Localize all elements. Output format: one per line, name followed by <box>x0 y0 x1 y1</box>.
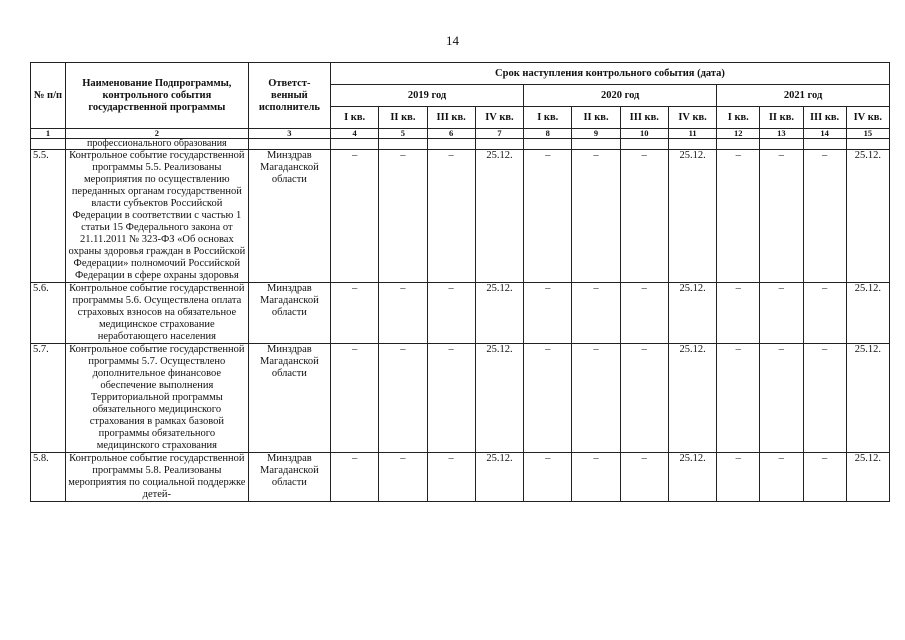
deadline-cell: – <box>379 283 427 344</box>
header-responsible: Ответст-венный исполнитель <box>248 63 330 129</box>
header-year: 2019 год <box>330 85 523 107</box>
deadline-cell: – <box>427 150 475 283</box>
event-name: Контрольное событие государственной программы 5.6. Осуществлена оплата страховых взносов на обязательное медицинское страхование неработающего населения <box>65 283 248 344</box>
deadline-cell: 25.12. <box>668 150 716 283</box>
header-quarter: II кв. <box>379 107 427 129</box>
page-number: 14 <box>446 33 459 48</box>
deadline-cell: 25.12. <box>846 453 889 502</box>
deadline-cell: – <box>572 453 620 502</box>
continuation-text: профессионального образования <box>65 139 248 150</box>
continuation-cell <box>248 139 330 150</box>
row-number: 5.8. <box>31 453 66 502</box>
deadline-cell: – <box>572 344 620 453</box>
header-quarter: IV кв. <box>846 107 889 129</box>
deadline-cell: – <box>572 150 620 283</box>
table-row <box>31 283 890 344</box>
row-number: 5.5. <box>31 150 66 283</box>
deadline-cell: – <box>524 283 572 344</box>
column-number: 10 <box>620 129 668 139</box>
deadline-cell: – <box>379 150 427 283</box>
deadline-cell: – <box>524 344 572 453</box>
deadline-cell: – <box>760 344 803 453</box>
header-quarter: IV кв. <box>475 107 523 129</box>
deadline-cell: 25.12. <box>475 150 523 283</box>
header-quarter: II кв. <box>572 107 620 129</box>
deadline-cell: – <box>620 453 668 502</box>
event-name: Контрольное событие государственной программы 5.5. Реализованы мероприятия по осуществлению переданных органам государственной власти субъектов Российской Федерации в соответствии с частью 1 статьи 15 Федерального закона от 21.11.2011 № 323-ФЗ «Об основах охраны здоровья граждан в Российской Федерации» полномочий Российской Федерации в сфере охраны здоровья <box>65 150 248 283</box>
column-number: 9 <box>572 129 620 139</box>
deadline-cell: 25.12. <box>475 283 523 344</box>
deadline-cell: 25.12. <box>475 453 523 502</box>
header-quarter: I кв. <box>330 107 378 129</box>
deadline-cell: – <box>572 283 620 344</box>
responsible-executor: Минздрав Магаданской области <box>248 150 330 283</box>
deadline-cell: 25.12. <box>668 453 716 502</box>
responsible-executor: Минздрав Магаданской области <box>248 344 330 453</box>
header-quarter: I кв. <box>524 107 572 129</box>
continuation-num-cell <box>31 139 66 150</box>
deadline-cell: – <box>620 150 668 283</box>
deadline-cell: – <box>379 344 427 453</box>
deadline-cell: 25.12. <box>668 344 716 453</box>
header-deadline: Срок наступления контрольного события (дата) <box>330 63 889 85</box>
deadline-cell: 25.12. <box>846 283 889 344</box>
deadline-cell: – <box>427 453 475 502</box>
column-number: 3 <box>248 129 330 139</box>
deadline-cell: – <box>524 150 572 283</box>
deadline-cell: – <box>330 344 378 453</box>
deadline-cell: – <box>427 344 475 453</box>
deadline-cell: – <box>717 150 760 283</box>
deadline-cell: – <box>330 283 378 344</box>
header-num: № п/п <box>31 63 66 129</box>
row-number: 5.7. <box>31 344 66 453</box>
column-number: 4 <box>330 129 378 139</box>
table-row <box>31 453 890 502</box>
column-number: 2 <box>65 129 248 139</box>
header-quarter: III кв. <box>803 107 846 129</box>
column-number: 7 <box>475 129 523 139</box>
header-name: Наименование Подпрограммы, контрольного события государственной программы <box>65 63 248 129</box>
column-number: 11 <box>668 129 716 139</box>
responsible-executor: Минздрав Магаданской области <box>248 283 330 344</box>
header-quarter: IV кв. <box>668 107 716 129</box>
header-quarter: III кв. <box>620 107 668 129</box>
header-year: 2021 год <box>717 85 890 107</box>
deadline-cell: – <box>524 453 572 502</box>
deadline-cell: 25.12. <box>846 150 889 283</box>
row-number: 5.6. <box>31 283 66 344</box>
control-events-table <box>30 62 890 502</box>
column-number: 14 <box>803 129 846 139</box>
deadline-cell: 25.12. <box>668 283 716 344</box>
header-year: 2020 год <box>524 85 717 107</box>
deadline-cell: – <box>760 453 803 502</box>
deadline-cell: – <box>717 283 760 344</box>
deadline-cell: – <box>803 283 846 344</box>
column-number: 6 <box>427 129 475 139</box>
event-name: Контрольное событие государственной программы 5.8. Реализованы мероприятия по социальной поддержке детей- <box>65 453 248 502</box>
deadline-cell: – <box>620 344 668 453</box>
continuation-row <box>31 139 890 150</box>
responsible-executor: Минздрав Магаданской области <box>248 453 330 502</box>
header-quarter: I кв. <box>717 107 760 129</box>
deadline-cell: – <box>717 344 760 453</box>
deadline-cell: – <box>803 150 846 283</box>
deadline-cell: – <box>620 283 668 344</box>
column-number: 8 <box>524 129 572 139</box>
column-number: 5 <box>379 129 427 139</box>
deadline-cell: – <box>330 150 378 283</box>
header-quarter: III кв. <box>427 107 475 129</box>
event-name: Контрольное событие государственной программы 5.7. Осуществлено дополнительное финансовое обеспечение выполнения Территориальной программы обязательного медицинского страхования в рамках базовой программы обязательного медицинского страхования <box>65 344 248 453</box>
deadline-cell: – <box>717 453 760 502</box>
deadline-cell: – <box>803 344 846 453</box>
deadline-cell: – <box>803 453 846 502</box>
table-row <box>31 150 890 283</box>
deadline-cell: 25.12. <box>846 344 889 453</box>
header-quarter: II кв. <box>760 107 803 129</box>
table-row <box>31 344 890 453</box>
column-number: 13 <box>760 129 803 139</box>
deadline-cell: – <box>330 453 378 502</box>
deadline-cell: – <box>760 150 803 283</box>
deadline-cell: – <box>760 283 803 344</box>
deadline-cell: 25.12. <box>475 344 523 453</box>
deadline-cell: – <box>379 453 427 502</box>
deadline-cell: – <box>427 283 475 344</box>
column-number: 12 <box>717 129 760 139</box>
column-number: 15 <box>846 129 889 139</box>
column-number: 1 <box>31 129 66 139</box>
